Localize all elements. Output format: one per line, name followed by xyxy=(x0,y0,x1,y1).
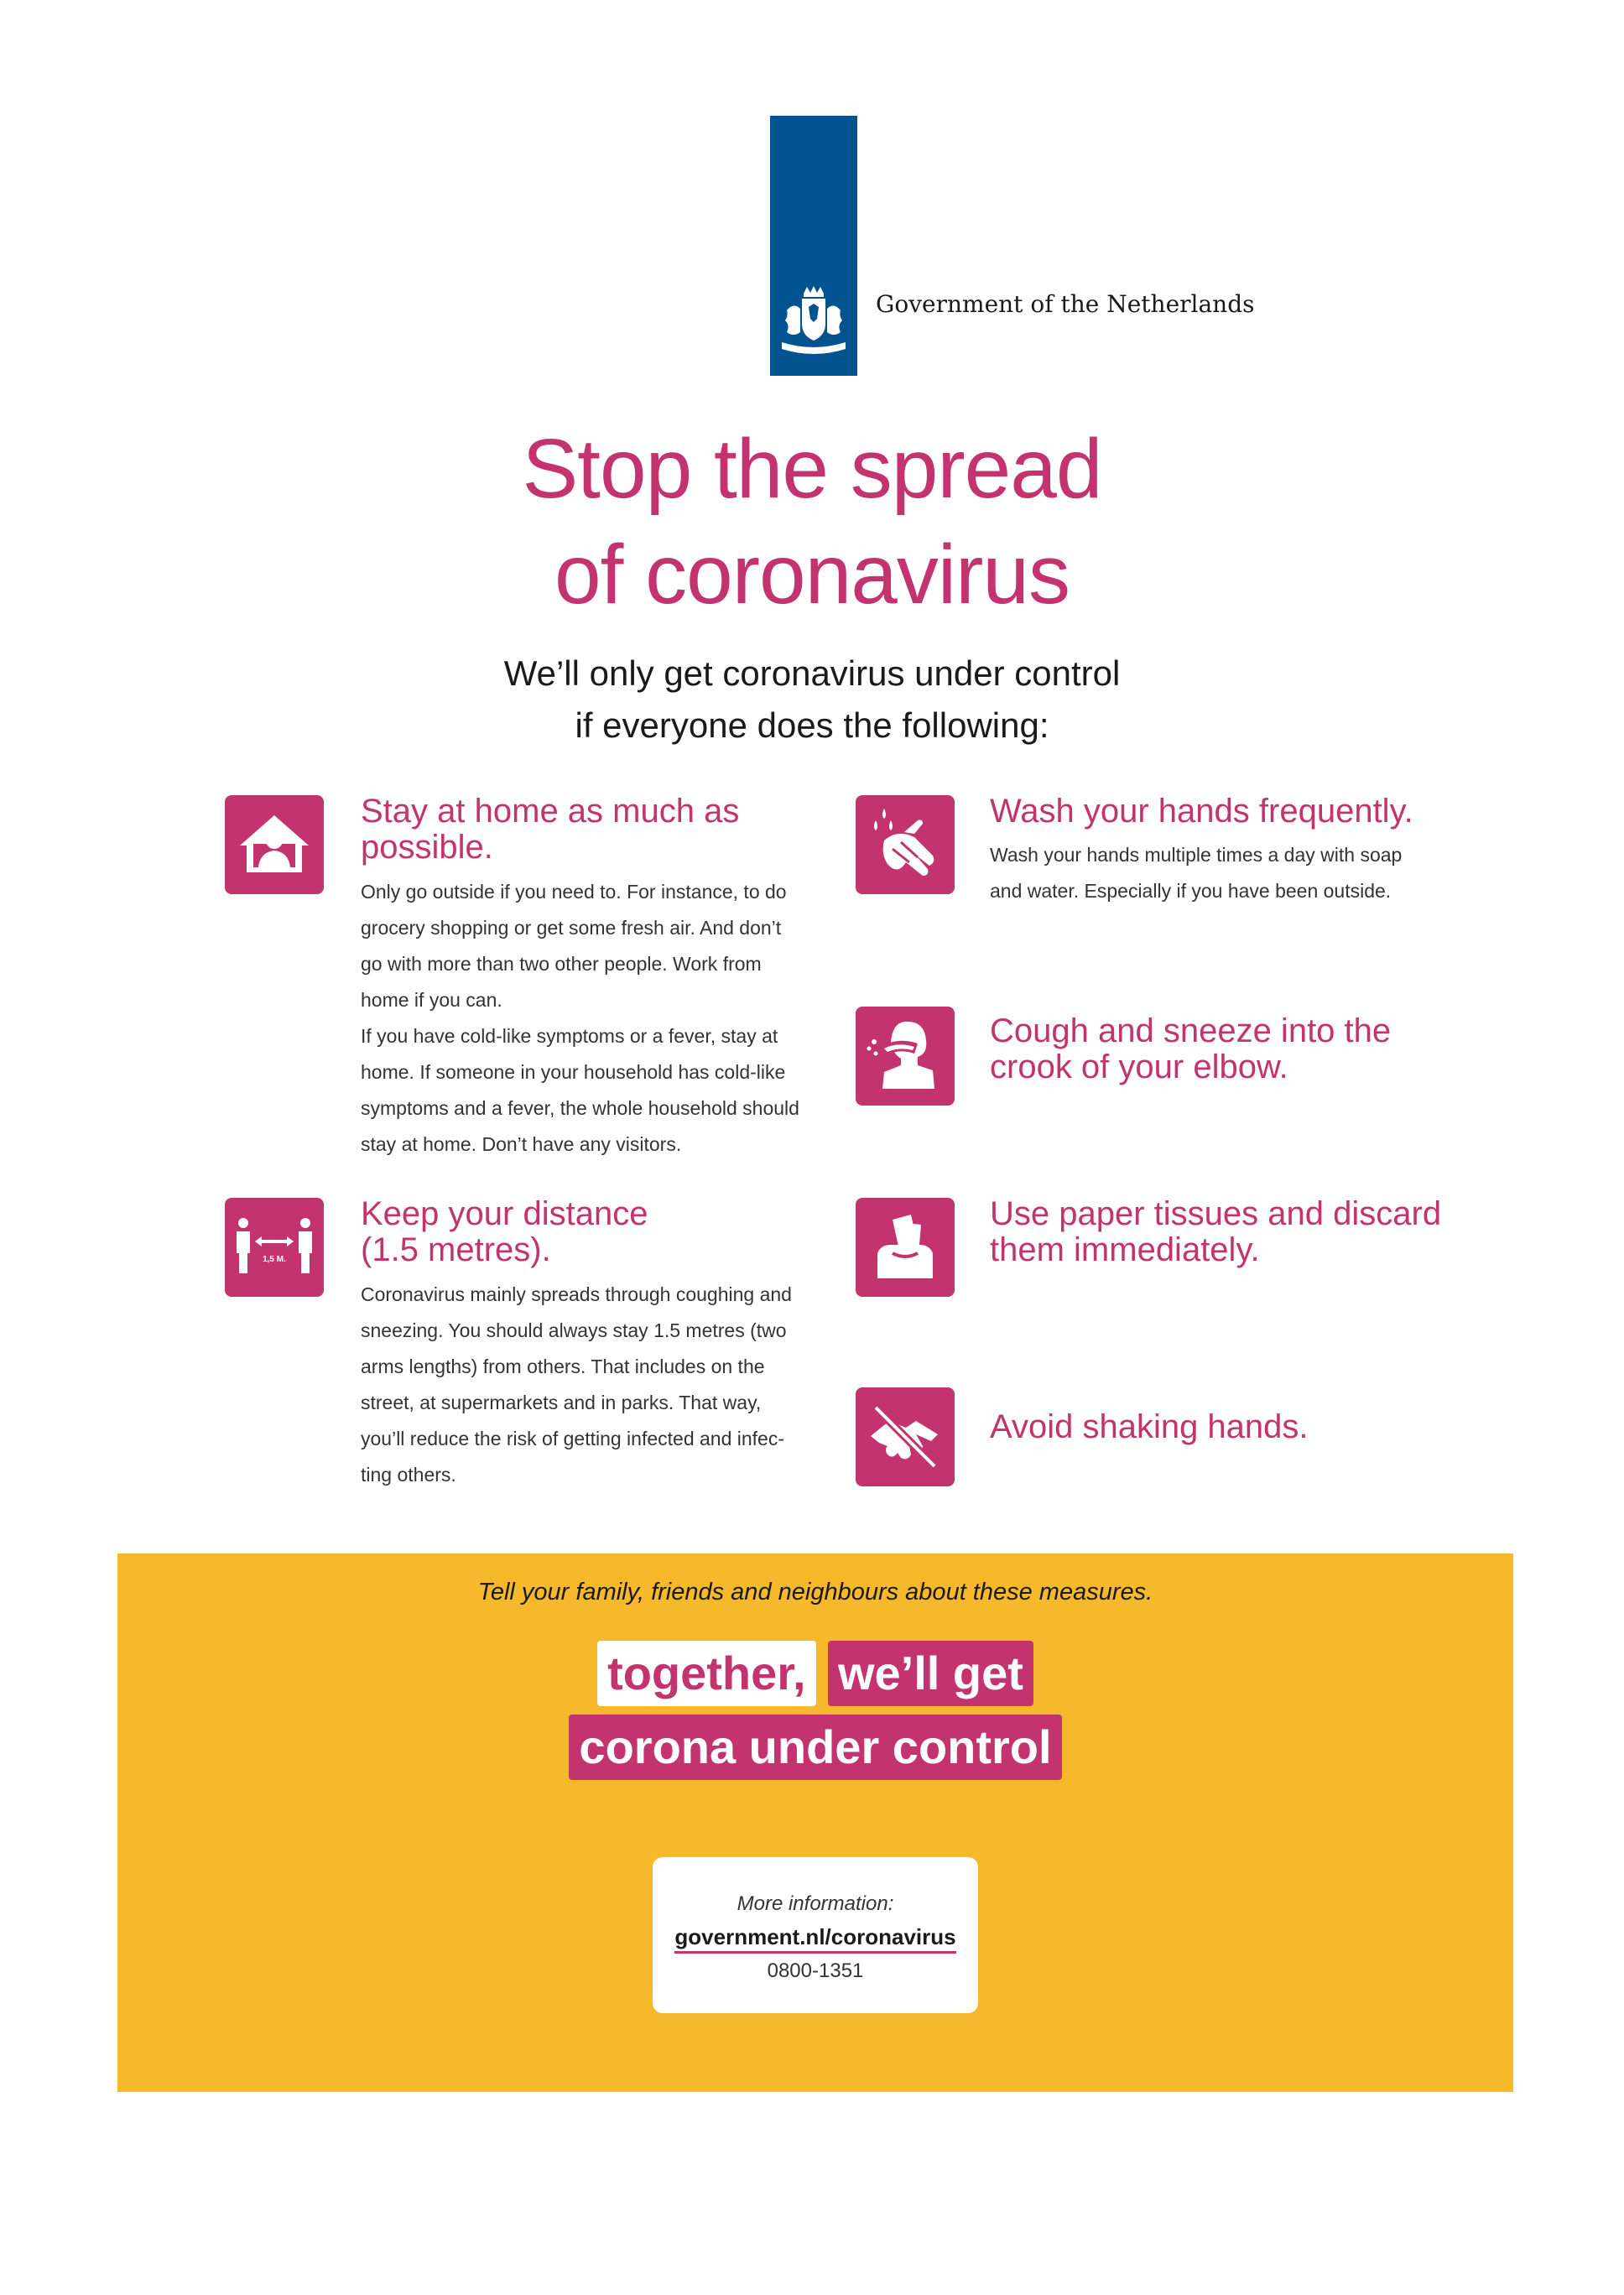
government-logo-text: Government of the Netherlands xyxy=(876,290,1255,318)
hand-washing-icon xyxy=(856,795,955,894)
slogan-line-1 xyxy=(117,1641,1513,1706)
distance-icon-label: 1,5 M. xyxy=(263,1255,286,1264)
title-line-2: of coronavirus xyxy=(554,528,1070,622)
call-to-action-banner xyxy=(117,1553,1513,2092)
government-logo-bar xyxy=(770,116,857,376)
no-handshake-heading: Avoid shaking hands. xyxy=(990,1408,1309,1445)
more-info-box xyxy=(653,1857,978,2013)
no-handshake-tile xyxy=(856,1387,955,1486)
tissues-tile xyxy=(856,1198,955,1297)
dutch-coat-of-arms-icon xyxy=(770,285,857,361)
tissues-heading: Use paper tissues and discard them immediately. xyxy=(990,1195,1442,1268)
distance-text: Coronavirus mainly spreads through coughing and sneezing. You should always stay 1.5 metres (two arms lengths) from others. That includes on the street, at supermarkets and in parks. That way, you’ll reduce the risk of getting infected and infec- ting others. xyxy=(361,1283,792,1486)
info-link-wrapper xyxy=(653,1924,978,1950)
page-subtitle xyxy=(0,648,1624,752)
no-handshake-icon xyxy=(856,1387,955,1486)
house-person-icon xyxy=(225,795,324,894)
slogan-line-2 xyxy=(117,1715,1513,1780)
stay-home-heading: Stay at home as much as possible. xyxy=(361,793,740,866)
wash-hands-heading: Wash your hands frequently. xyxy=(990,793,1413,830)
slogan-word-well-get: we’ll get xyxy=(828,1641,1033,1706)
slogan-word-together: together, xyxy=(597,1641,815,1706)
social-distance-icon xyxy=(225,1198,324,1297)
title-line-1: Stop the spread xyxy=(522,422,1102,516)
wash-hands-tile xyxy=(856,795,955,894)
cough-elbow-icon xyxy=(856,1007,955,1106)
cough-heading: Cough and sneeze into the crook of your elbow. xyxy=(990,1012,1392,1085)
distance-heading: Keep your distance (1.5 metres). xyxy=(361,1195,648,1268)
info-phone-number: 0800-1351 xyxy=(767,1959,864,1982)
wash-hands-text: Wash your hands multiple times a day with soap and water. Especially if you have been outside. xyxy=(990,844,1403,902)
tell-others-text: Tell your family, friends and neighbours about these measures. xyxy=(477,1579,1153,1605)
subtitle-line-1: We’ll only get coronavirus under control xyxy=(503,653,1121,693)
stay-home-text: Only go outside if you need to. For instance, to do grocery shopping or get some fresh air. And don’t go with more than two other people. Work from home if you can. If you have cold-like symptoms or a fever, stay at home. If someone in your household has cold-like symptoms and a fever, the whole household should stay at home. Don’t have any visitors. xyxy=(361,881,799,1155)
subtitle-line-2: if everyone does the following: xyxy=(575,705,1049,745)
cough-tile xyxy=(856,1007,955,1106)
stay-home-tile xyxy=(225,795,324,894)
page-title xyxy=(0,416,1624,627)
more-info-label: More information: xyxy=(737,1892,894,1915)
slogan-corona-under-control: corona under control xyxy=(569,1715,1061,1780)
distance-tile xyxy=(225,1198,324,1297)
tissue-box-icon xyxy=(856,1198,955,1297)
coronavirus-info-link[interactable]: government.nl/coronavirus xyxy=(674,1924,955,1954)
